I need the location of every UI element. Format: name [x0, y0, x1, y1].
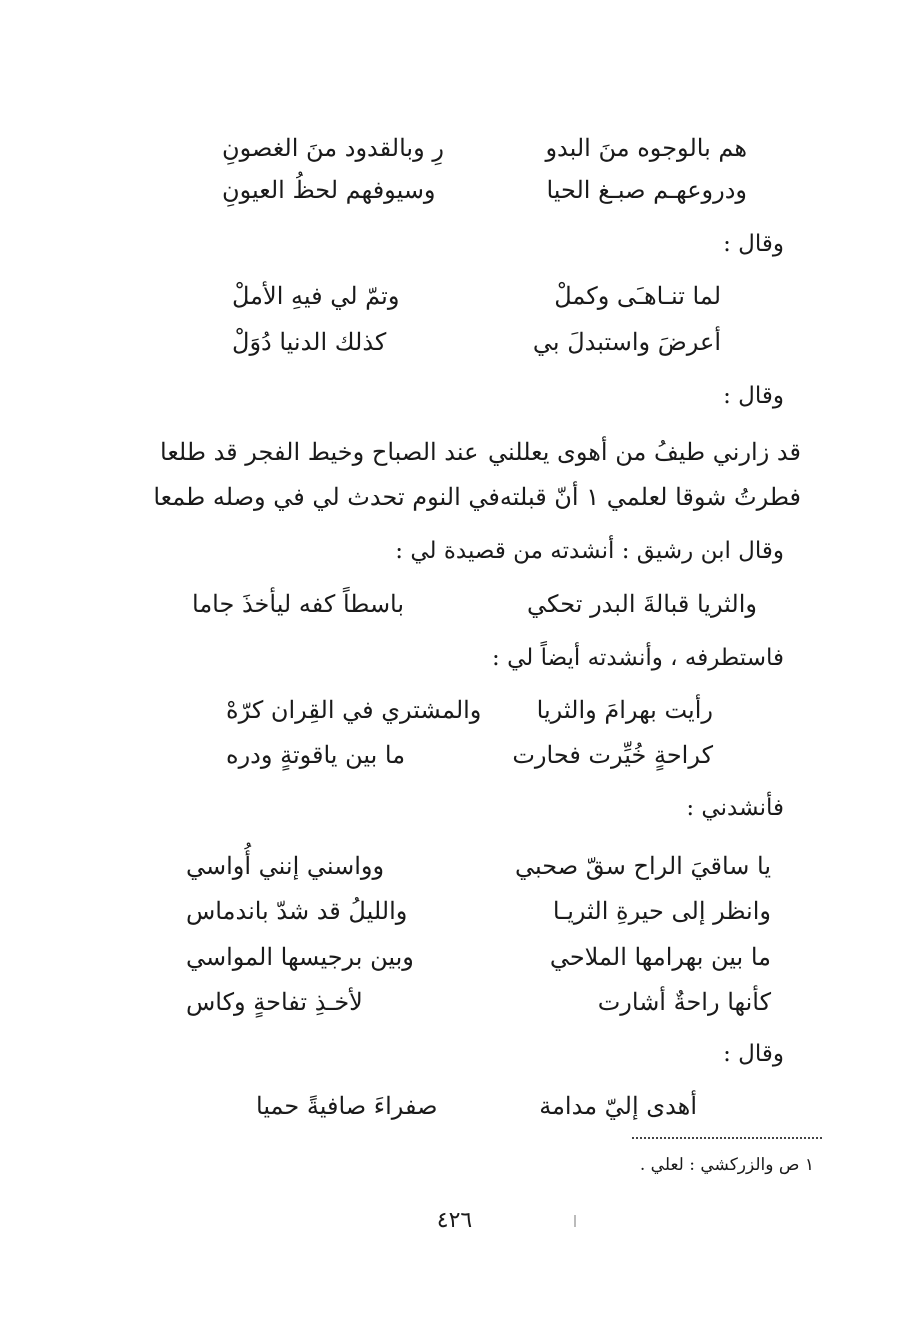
verse-second-hemistich: في النوم تحدث لي في وصله طمعا: [153, 483, 500, 511]
section-intro: وقال :: [723, 1041, 784, 1067]
verse-second-hemistich: وتمّ لي فيهِ الأملْ: [232, 282, 400, 310]
section-intro: فاستطرفه ، وأنشدته أيضاً لي :: [492, 645, 784, 671]
verse-first-hemistich: فطرتُ شوقا لعلمي ١ أنّ قبلته: [499, 483, 801, 511]
verse-first-hemistich: والثريا قبالةَ البدر تحكي: [527, 590, 757, 618]
verse-line: [192, 584, 757, 624]
verse-second-hemistich: لأخـذِ تفاحةٍ وكاس: [186, 988, 363, 1016]
verse-line: [222, 128, 747, 168]
verse-first-hemistich: كأنها راحةٌ أشارت: [597, 988, 771, 1016]
verse-first-hemistich: يا ساقيَ الراح سقّ صحبي: [514, 852, 771, 880]
verse-line: [232, 322, 721, 362]
verse-first-hemistich: أعرضَ واستبدلَ بي: [532, 328, 721, 356]
verse-line: [226, 690, 713, 730]
section-intro: وقال :: [723, 231, 784, 257]
page-number: ٤٢٦: [436, 1208, 473, 1233]
section-intro: فأنشدني :: [686, 795, 784, 821]
verse-line: [186, 846, 771, 886]
verse-first-hemistich: وانظر إلى حيرةِ الثريـا: [552, 897, 771, 925]
verse-first-hemistich: لما تنـاهـَى وكملْ: [554, 282, 721, 310]
verse-line: [186, 891, 771, 931]
verse-first-hemistich: أهدى إليّ مدامة: [539, 1092, 697, 1120]
verse-line: [153, 477, 801, 517]
verse-first-hemistich: رأيت بهرامَ والثريا: [536, 696, 713, 724]
verse-line: [226, 735, 713, 775]
verse-first-hemistich: ما بين بهرامها الملاحي: [549, 943, 771, 971]
section-intro: وقال ابن رشيق : أنشدته من قصيدة لي :: [395, 538, 784, 564]
verse-second-hemistich: صفراءَ صافيةً حميا: [256, 1092, 438, 1120]
verse-second-hemistich: والمشتري في القِران كرّهْ: [226, 696, 482, 724]
footnote-divider: [632, 1137, 822, 1139]
verse-first-hemistich: قد زارني طيفُ من أهوى يعللني: [488, 438, 801, 466]
section-intro: وقال :: [723, 383, 784, 409]
verse-second-hemistich: وسيوفهم لحظُ العيونِ: [222, 176, 436, 204]
verse-first-hemistich: كراحةٍ خُيِّرت فحارت: [512, 741, 713, 769]
verse-second-hemistich: وواسني إنني أُواسي: [186, 852, 385, 880]
verse-line: [256, 1086, 697, 1126]
verse-second-hemistich: رِ وبالقدود منَ الغصونِ: [222, 134, 444, 162]
verse-second-hemistich: باسطاً كفه ليأخذَ جاما: [192, 590, 405, 618]
verse-second-hemistich: ما بين ياقوتةٍ ودره: [226, 741, 406, 769]
verse-first-hemistich: ودروعهـم صبـغ الحيا: [546, 176, 747, 204]
verse-second-hemistich: عند الصباح وخيط الفجر قد طلعا: [160, 438, 479, 466]
verse-line: [186, 982, 771, 1022]
verse-first-hemistich: هم بالوجوه منَ البدو: [545, 134, 747, 162]
verse-line: [232, 276, 721, 316]
verse-line: [186, 937, 771, 977]
scan-mark: [574, 1215, 576, 1227]
verse-line: [160, 432, 801, 472]
verse-second-hemistich: والليلُ قد شدّ باندماس: [186, 897, 408, 925]
verse-second-hemistich: وبين برجيسها المواسي: [186, 943, 414, 971]
verse-second-hemistich: كذلك الدنيا دُوَلْ: [232, 328, 387, 356]
footnote: ١ ص والزركشي : لعلي .: [639, 1155, 814, 1175]
verse-line: [222, 170, 747, 210]
